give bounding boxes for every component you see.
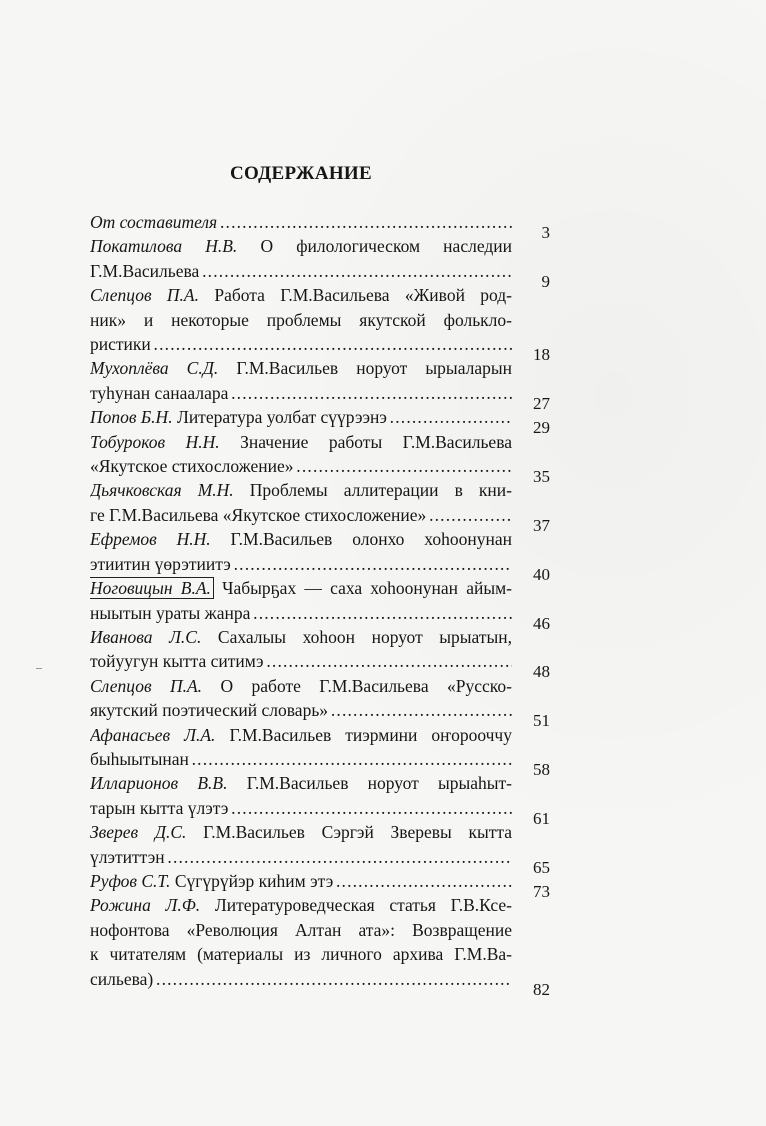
toc-title-text: Литература уолбат сүүрээнэ <box>172 407 387 428</box>
toc-entry-line <box>90 308 512 332</box>
toc-author: Афанасьев Л.А. <box>90 724 216 745</box>
toc-author: От составителя <box>90 212 218 232</box>
toc-title-text: ныытын ураты жанра <box>90 602 251 623</box>
toc-entry <box>90 869 550 901</box>
toc-title-text: Г.М.Васильев олонхо хоһоонунан <box>210 529 512 550</box>
toc-title-text: тойуугун кытта ситимэ <box>90 651 264 672</box>
toc-author: Рожина Л.Ф. <box>90 895 201 916</box>
toc-entry-line <box>90 210 512 234</box>
toc-author: Покатилова Н.В. <box>90 236 238 257</box>
toc-entry-line <box>90 918 512 942</box>
toc-title-text: ристики <box>90 334 151 355</box>
toc-entry-line <box>90 845 512 869</box>
toc-entry <box>90 771 550 828</box>
toc-author: Илларионов В.В. <box>90 773 228 794</box>
toc-page-number: 61 <box>533 808 550 828</box>
toc-entry <box>90 576 550 633</box>
toc-entry-line <box>90 893 512 917</box>
toc-author: Слепцов П.А. <box>90 285 199 306</box>
toc-page-number: 46 <box>533 613 550 633</box>
toc-author: Мухоплёва С.Д. <box>90 358 219 379</box>
toc-entry-line <box>90 283 512 307</box>
toc-author: Тобуроков Н.Н. <box>90 431 220 452</box>
toc-title-text: Сахалыы хоһоон норуот ырыатын, <box>201 626 512 647</box>
toc-page-number: 65 <box>533 857 550 877</box>
toc-title-text: ге Г.М.Васильева «Якутское стихосложение» <box>90 504 427 525</box>
toc-author: Зверев Д.С. <box>90 822 187 843</box>
toc-entry-line <box>90 674 512 698</box>
toc-entry-line <box>90 601 512 625</box>
toc-entry-line <box>90 405 512 429</box>
toc-title-text: «Якутское стихосложение» <box>90 456 294 477</box>
toc-page-number: 51 <box>533 711 550 731</box>
toc-title-text: Г.М.Васильев тиэрмини оҥорооччу <box>215 724 512 745</box>
toc-entry-line <box>90 527 512 551</box>
toc-entry <box>90 674 550 731</box>
toc-title-text: Работа Г.М.Васильева «Живой род- <box>199 285 512 306</box>
toc-entry-line <box>90 942 512 966</box>
toc-title-text: Г.М.Васильев Сэргэй Зверевы кытта <box>186 822 512 843</box>
toc-author: Дьячковская М.Н. <box>90 480 234 501</box>
toc-entry <box>90 405 550 438</box>
toc-title-text: Г.М.Васильева <box>90 260 200 281</box>
toc-title-text: этиитин үөрэтиитэ <box>90 553 231 574</box>
toc-page-number: 29 <box>533 418 550 438</box>
toc-entry-line <box>90 552 512 576</box>
page-title: СОДЕРЖАНИЕ <box>230 163 372 184</box>
toc-entry <box>90 527 550 584</box>
toc-entry-line <box>90 234 512 258</box>
toc-author: Руфов С.Т. <box>90 870 171 891</box>
toc-page-number: 82 <box>533 979 550 999</box>
toc-entry-line <box>90 747 512 771</box>
toc-title-text: Значение работы Г.М.Васильева <box>219 431 512 452</box>
margin-mark <box>36 668 42 669</box>
toc-entry <box>90 210 550 242</box>
toc-title-text: якутский поэтический словарь» <box>90 700 329 721</box>
toc-author: Ефремов Н.Н. <box>90 529 211 550</box>
toc-title-text: Сүгүрүйэр киһим этэ <box>170 870 334 891</box>
toc-entry <box>90 234 550 291</box>
toc-entry-line <box>90 259 512 283</box>
toc-title-text: сильева) <box>90 968 154 989</box>
toc-entry-line <box>90 796 512 820</box>
toc-entry <box>90 893 550 999</box>
toc-title-text: быһыытынан <box>90 748 189 769</box>
toc-page-number: 73 <box>533 881 550 901</box>
toc-page-number: 58 <box>533 759 550 779</box>
toc-entry-line <box>90 332 512 356</box>
toc-author: Иванова Л.С. <box>90 626 202 647</box>
toc-page-number: 37 <box>533 515 550 535</box>
toc-title-text: үлэтиттэн <box>90 846 165 867</box>
toc-title-text: тарын кытта үлэтэ <box>90 797 229 818</box>
toc-entry-line <box>90 576 512 600</box>
toc-entry-line <box>90 625 512 649</box>
toc-page-number: 40 <box>533 564 550 584</box>
toc-title-text: к читателям (материалы из личного архива Г.М.Ва- <box>90 944 512 965</box>
toc-entry-line <box>90 869 512 893</box>
toc-entry-line <box>90 771 512 795</box>
toc-entry-line <box>90 381 512 405</box>
toc-page-number: 18 <box>533 345 550 365</box>
toc-title-text: туһунан санаалара <box>90 382 229 403</box>
toc-page-number: 27 <box>533 393 550 413</box>
toc-title-text: О работе Г.М.Васильева «Русско- <box>202 675 512 696</box>
toc-author: Слепцов П.А. <box>90 675 203 696</box>
toc-author: Ноговицын В.А. <box>90 577 214 599</box>
toc-entry-line <box>90 454 512 478</box>
toc-page-number: 3 <box>541 223 550 242</box>
toc-entry <box>90 820 550 877</box>
toc-entry-line <box>90 820 512 844</box>
toc-entry-line <box>90 723 512 747</box>
toc-page-number: 35 <box>533 467 550 487</box>
toc-entry-line <box>90 478 512 502</box>
table-of-contents <box>90 210 550 999</box>
toc-entry <box>90 283 550 365</box>
toc-page-number: 9 <box>541 271 550 291</box>
toc-entry <box>90 625 550 682</box>
toc-entry-line <box>90 967 512 991</box>
toc-entry-line <box>90 430 512 454</box>
toc-entry <box>90 430 550 487</box>
toc-title-text: Г.М.Васильев норуот ырыаларын <box>218 358 512 379</box>
toc-entry-line <box>90 356 512 380</box>
toc-entry <box>90 356 550 413</box>
toc-entry-line <box>90 698 512 722</box>
toc-page-number: 48 <box>533 662 550 682</box>
toc-title-text: Литературоведческая статья Г.В.Ксе- <box>200 895 512 916</box>
toc-title-text: Проблемы аллитерации в кни- <box>233 480 512 501</box>
toc-title-text: Г.М.Васильев норуот ырыаһыт- <box>227 773 512 794</box>
toc-title-text: нофонтова «Революция Алтан ата»: Возвращение <box>90 919 512 940</box>
toc-title-text: О филологическом наследии <box>237 236 512 257</box>
toc-entry-line <box>90 649 512 673</box>
toc-title-text: Чабырҕах — саха хоһоонунан айым- <box>213 578 512 599</box>
toc-entry <box>90 723 550 779</box>
toc-entry <box>90 478 550 535</box>
toc-entry-line <box>90 503 512 527</box>
toc-author: Попов Б.Н. <box>90 407 173 428</box>
toc-title-text: ник» и некоторые проблемы якутской фолькло- <box>90 309 512 330</box>
